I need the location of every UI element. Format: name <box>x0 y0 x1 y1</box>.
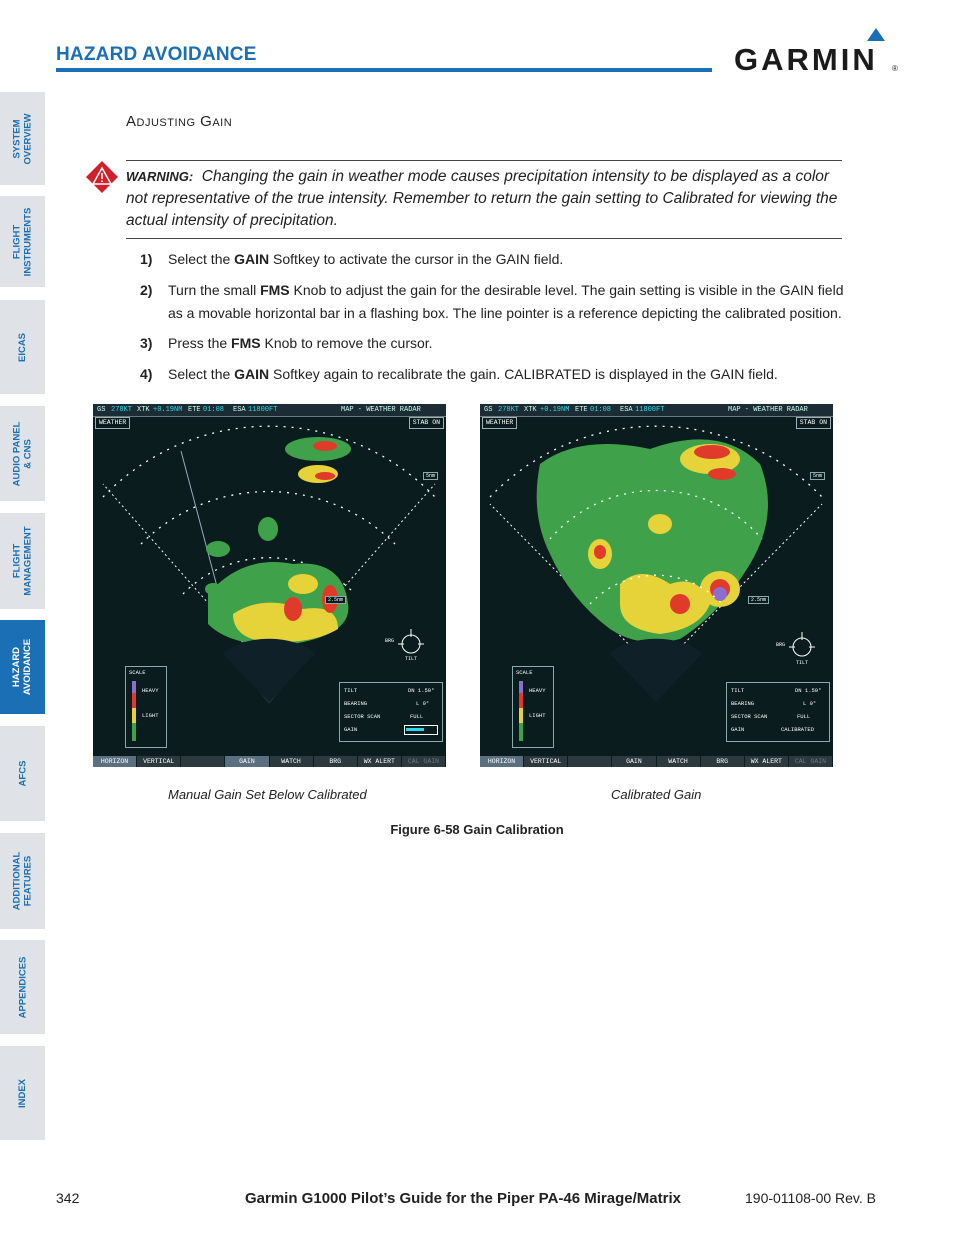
stab-label: STAB ON <box>796 417 831 429</box>
sidebar-tab-label: APPENDICES <box>17 956 29 1018</box>
right-image-caption: Calibrated Gain <box>611 787 702 802</box>
sidebar-tab-flight-instruments[interactable] <box>0 196 45 287</box>
warning-text <box>126 166 842 232</box>
softkey-watch[interactable]: WATCH <box>657 756 701 767</box>
sidebar-tab-audio-panel[interactable] <box>0 406 45 501</box>
softkey-brg[interactable]: BRG <box>701 756 745 767</box>
softkey-bar <box>480 756 833 767</box>
range-ring-label-inner: 2.5nm <box>748 596 769 604</box>
status-bar: GS 278KT XTK +0.19NM ETE 01:08 ESA 11800FT MAP - WEATHER RADAR <box>480 404 833 417</box>
warning-icon <box>85 160 119 194</box>
step-text: Select the GAIN Softkey to activate the cursor in the GAIN field. <box>168 251 564 267</box>
softkey-cal-gain[interactable]: CAL GAIN <box>789 756 833 767</box>
garmin-logo <box>734 28 900 76</box>
sidebar-tab-eicas[interactable] <box>0 300 45 394</box>
section-header: HAZARD AVOIDANCE <box>56 44 257 65</box>
sidebar-tab-system-overview[interactable] <box>0 92 45 185</box>
softkey-horizon[interactable]: HORIZON <box>93 756 137 767</box>
step-number: 1) <box>140 251 153 267</box>
step-number: 4) <box>140 366 153 382</box>
tilt-label: TILT <box>405 656 418 662</box>
sidebar-tab-index[interactable] <box>0 1046 45 1140</box>
sidebar-tab-additional-features[interactable] <box>0 833 45 929</box>
softkey-vertical[interactable]: VERTICAL <box>524 756 568 767</box>
brg-label: BRG <box>385 638 395 644</box>
footer-title: Garmin G1000 Pilot’s Guide for the Piper PA-46 Mirage/Matrix <box>245 1190 681 1207</box>
section-title: Adjusting Gain <box>126 113 233 130</box>
footer-doc-number: 190-01108-00 Rev. B <box>745 1190 877 1206</box>
radar-screenshot-manual-gain <box>93 404 446 767</box>
warning-bottom-rule <box>126 238 842 239</box>
range-ring-label-inner: 2.5nm <box>325 596 346 604</box>
radar-settings-box: TILT DN 1.50° BEARING L 0° SECTOR SCAN FULL GAIN <box>339 682 443 742</box>
tilt-label: TILT <box>796 660 809 666</box>
brg-label: BRG <box>776 642 786 648</box>
softkey-cal-gain[interactable]: CAL GAIN <box>402 756 446 767</box>
status-bar: GS 278KT XTK +0.19NM ETE 01:08 ESA 11800FT MAP - WEATHER RADAR <box>93 404 446 417</box>
range-ring-label-outer: 5nm <box>810 472 825 480</box>
page-number: 342 <box>56 1190 80 1206</box>
logo-triangle-icon <box>867 28 885 41</box>
logo-registered-mark: ® <box>892 64 898 73</box>
sidebar-tab-label: HAZARD AVOIDANCE <box>11 638 34 696</box>
logo-text: GARMIN <box>734 42 878 77</box>
sidebar-tab-hazard-avoidance[interactable] <box>0 620 45 714</box>
header-rule <box>56 68 712 72</box>
sidebar-tab-label: ADDITIONAL FEATURES <box>11 851 34 911</box>
step-number: 2) <box>140 282 153 298</box>
sidebar-tab-label: AFCS <box>17 760 28 787</box>
softkey-blank[interactable] <box>181 756 225 767</box>
weather-mode-label: WEATHER <box>95 417 130 429</box>
softkey-gain[interactable]: GAIN <box>225 756 269 767</box>
range-ring-label-outer: 5nm <box>423 472 438 480</box>
softkey-horizon[interactable]: HORIZON <box>480 756 524 767</box>
softkey-blank[interactable] <box>568 756 612 767</box>
sidebar-tab-label: FLIGHT INSTRUMENTS <box>11 207 34 276</box>
softkey-watch[interactable]: WATCH <box>270 756 314 767</box>
warning-top-rule <box>126 160 842 161</box>
softkey-brg[interactable]: BRG <box>314 756 358 767</box>
radar-settings-box: TILT DN 1.50° BEARING L 0° SECTOR SCAN FULL GAIN CALIBRATED <box>726 682 830 742</box>
sidebar-tab-label: SYSTEM OVERVIEW <box>11 112 34 165</box>
step-text: Select the GAIN Softkey again to recalibrate the gain. CALIBRATED is displayed in the GAIN field. <box>168 366 778 382</box>
softkey-vertical[interactable]: VERTICAL <box>137 756 181 767</box>
step-number: 3) <box>140 335 153 351</box>
softkey-wx-alert[interactable]: WX ALERT <box>745 756 789 767</box>
sidebar-tab-label: AUDIO PANEL & CNS <box>11 421 34 486</box>
sidebar-tab-label: INDEX <box>16 1078 28 1108</box>
left-image-caption: Manual Gain Set Below Calibrated <box>168 787 367 802</box>
radar-screenshot-calibrated-gain <box>480 404 833 767</box>
sidebar-tab-label: EICAS <box>16 332 28 362</box>
figure-caption: Figure 6-58 Gain Calibration <box>390 822 564 837</box>
softkey-bar <box>93 756 446 767</box>
sidebar-tab-label: FLIGHT MANAGEMENT <box>11 526 34 596</box>
warning-label: WARNING: <box>126 169 194 184</box>
softkey-wx-alert[interactable]: WX ALERT <box>358 756 402 767</box>
warning-body: Changing the gain in weather mode causes precipitation intensity to be displayed as a color not representative of the true intensity. Remember to return the gain setting to Calibrated for viewing the actual intensity of precipitation. <box>126 168 838 229</box>
sidebar-tab-afcs[interactable] <box>0 726 45 821</box>
scale-legend: SCALE HEAVY LIGHT <box>512 666 554 748</box>
scale-legend: SCALE HEAVY LIGHT <box>125 666 167 748</box>
softkey-gain[interactable]: GAIN <box>612 756 656 767</box>
weather-mode-label: WEATHER <box>482 417 517 429</box>
sidebar-tab-appendices[interactable] <box>0 940 45 1034</box>
step-text: Turn the small FMS Knob to adjust the gain for the desirable level. The gain setting is visible in the GAIN field as a movable horizontal bar in a flashing box. The line pointer is a reference depicting the calibrated position. <box>168 282 844 321</box>
step-text: Press the FMS Knob to remove the cursor. <box>168 335 433 351</box>
sidebar-tab-flight-management[interactable] <box>0 513 45 609</box>
stab-label: STAB ON <box>409 417 444 429</box>
gain-bar-indicator <box>404 725 438 735</box>
